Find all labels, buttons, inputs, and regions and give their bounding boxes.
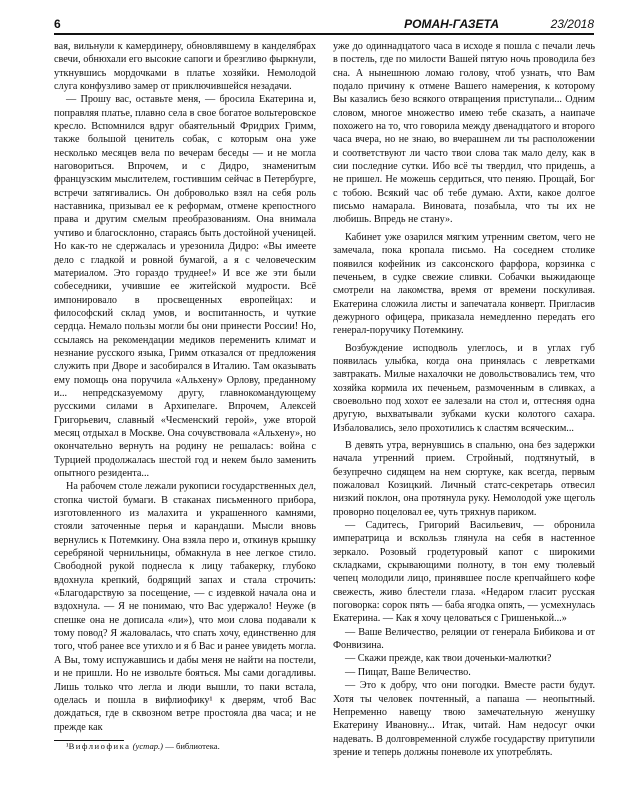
paragraph: Кабинет уже озарился мягким утренним светом, чего не замечала, пока кропала письмо. На соседнем столике появился кофейник из саксонского фарфора, корзинка с печеньем, в судке свежие сливки. Собачки выжидающе смотрели на лакомства, время от времени поскуливая. Екатерина сложила листы и запечатала конверт. Пригласив дежурного офицера, приказала немедленно передать его генерал-поручику Потемкину. bbox=[333, 231, 595, 337]
footnote-term: Вифлиофика bbox=[68, 740, 131, 751]
left-column bbox=[54, 40, 316, 785]
paragraph: На рабочем столе лежали рукописи государственных дел, стопка чистой бумаги. В стаканах письменного прибора, изготовленного из малахита и украшенного камнями, стояли заточенные перья и карандаши. Мысли вновь вернулись к Потемкину. Она взяла перо и, откинув крышку серебряной чернильницы, обмакнула в нее легкое стило. Свободной рукой поднесла к лицу табакерку, глубоко вдохнула крепкий, бодрящий запах и стала строчить: «Благодарствую за посещение, — с издевкой начала она и вздохнула. — Я не понимаю, что Вас удержало! Неуже (в спешке она не дописала «ли»), что мои слова подавали к тому повод? Я жаловалась, что спать хочу, единственно для того, чтоб ранее все утихло и я б Вас и ранее увидеть могла. А Вы, тому испужавшись и дабы меня не найти на постели, и не пришли. Но не извольте бояться. Мы сами догадливы. Лишь только что легла и люди вышли, то паки встала, оделась и пошла в вифлиофику¹ к дверям, чтоб Вас дождаться, где в сквозном ветре простояла два часа; и не прежде как bbox=[54, 481, 316, 733]
header-rule bbox=[54, 33, 594, 35]
paragraph: — Ваше Величество, реляции от генерала Бибикова и от Фонвизина. bbox=[333, 626, 595, 652]
footnote bbox=[54, 741, 316, 752]
paragraph: уже до одиннадцатого часа в исходе я пошла с печали лечь в постель, где по милости Вашей пятую ночь проводила без сна. А нынешнюю ломаю голову, чтоб узнать, что Вам подало причину к отмене Вашего намерения, к которому Вы казались безо всякого отвращения приступали... Одним словом, многое множество имею тебе сказать, а наипаче похожего на то, что говорила между двенадцатого и второго часа вчера, но не знаю, во вчерашнем ли ты расположении и соответствуют ли часто твои слова так мало делу, как в сии последние сутки. Ибо всё ты твердил, что придешь, а не пришел. Не можешь сердиться, что пеняю. Прощай, Бог с тобою. Всякий час об тебе думаю. Ахти, какое долгое письмо намарала. Виновата, позабыла, что ты их не любишь. Впредь не стану». bbox=[333, 41, 595, 226]
footnote-marker: ¹ bbox=[66, 740, 69, 751]
paragraph: — Прошу вас, оставьте меня, — бросила Екатерина и, поправляя платье, плавно села в свое богатое вольтеровское кресло. Вспомнился вдруг обаятельный Фридрих Гримм, также большой ценитель собак, с которым она уже несколько месяцев вела по вечерам беседы — и не могла наговориться. Впрочем, и с Дидро, знаменитым французским мыслителем, гостившим сейчас в Петербурге, встречи затягивались. Он доброволько взял на себя роль наставника, призывал ее к реформам, отмене крепостного права и другим смелым преобразованиям. Она внимала учтиво и благосклонно, стараясь быть достойной ученицей. Но как-то не сдержалась и урезонила Дидро: «Вы имеете дело с гладкой и ровной бумагой, а я с человеческим материалом. Это гораздо труднее!» И все же эти были собеседники, учившие ее житейской мудрости. Всё импонировало в просвещенных европейцах: и философский склад умов, и воспитанность, и чуткие сердца. Немало пользы могли бы они принести России! Но, ссылаясь на рекомендации медиков переменить климат и незнание русского языка, Гримм отказался от предложения служить при Дворе и засобирался в Италию. Там оказывать ему помощь она поручила «Альхену» Орлову, преданному и... непредсказуемому другу, главнокомандующему русскими силами в Архипелаге. Впрочем, Алексей Григорьевич, славный «Чесменский герой», уже второй месяц отдыхал в Москве. Она сочувствовала «Альхену», но окончательно вернуть на родину не решалась: война с Турцией продолжалась шестой год и некем было заменить опытного резидента... bbox=[54, 94, 316, 479]
page-header bbox=[54, 17, 594, 33]
footnote-note: (устар.) bbox=[132, 740, 164, 751]
paragraph: вая, вильнули к камердинеру, обновлявшему в канделябрах свечи, обнюхали его высокие сапоги и брезгливо фыркнули, уткнувшись мордочками в платье хозяйки. Немолодой слуга конфузливо замер от приключившейся незадачи. bbox=[54, 41, 316, 93]
paragraph: — Скажи прежде, как твои доченьки-малютки? bbox=[345, 653, 552, 665]
right-column bbox=[333, 40, 595, 785]
paragraph: — Это к добру, что они погодки. Вместе расти будут. Хотя ты человек почтенный, а папаша — неопытный. Непременно навещу твою замечательную женушку Екатерину Ивановну... Итак, читай. Нам недосуг очки надевать. В долговременной службе государству притупили зрение и теперь должны поневоле их употреблять. bbox=[333, 680, 595, 758]
magazine-title: РОМАН-ГАЗЕТА bbox=[404, 17, 499, 31]
footnote-definition: — библиотека. bbox=[165, 740, 220, 751]
paragraph: В девять утра, вернувшись в спальню, она без задержки начала утренний прием. Стройный, подтянутый, в безупречно сидящем на нем сюртуке, как всегда, первым пожаловал Козицкий. Личный статс-секретарь отвесил низкий поклон, она протянула руку. Немолодой уже щеголь проворно поцеловал ее, чуть тряхнув париком. bbox=[333, 439, 595, 518]
page-number: 6 bbox=[54, 17, 61, 31]
issue-number: 23/2018 bbox=[550, 17, 594, 31]
paragraph: — Пищат, Ваше Величество. bbox=[345, 666, 471, 678]
paragraph: Возбуждение исподволь улеглось, и в углах губ появилась улыбка, когда она принялась с левретками завтракать. Милые нахалочки не довольствовались тем, что хозяйка кормила их печеньем, размоченным в сливках, а своевольно под хохот ее залезали на стол и, оттесняя одна другую, выхватывали зубками куски колотого сахара. Избаловались, зело прохотились к сластям всяческим... bbox=[333, 342, 595, 434]
paragraph: — Садитесь, Григорий Васильевич, — обронила императрица и вскользь глянула на себя в настенное зеркало. Розовый гродетуровый капот с широкими складками, скрывающими полноту, в тон ему тюлевый чепец молодили лицо, принявшее после крепчайшего кофе свежесть, живо блестели глаза. «Недаром гласит русская поговорка: сорок пять — баба ягодка опять, — усмехнулась Екатерина. — Как я хочу целоваться с Гришенькой...» bbox=[333, 520, 595, 625]
